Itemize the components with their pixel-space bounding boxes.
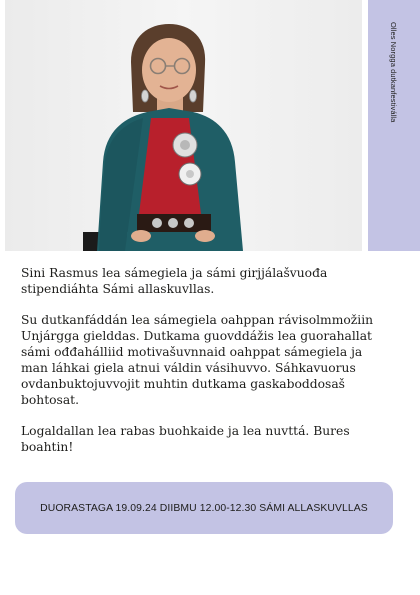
event-banner-text: DUORASTAGA 19.09.24 DIIBMU 12.00-12.30 SÁMI ALLASKUVLLAS bbox=[40, 502, 368, 514]
body-paragraph-2: Su dutkanfáddán lea sámegiela oahppan rávisolmmožiin Unjárgga gielddas. Dutkama guovddážis lea guorahallat sámi ođđahálliid motivašuvnnaid oahppat sámegiela ja man láhkai giela atnui váldin vásihuvvo. Sáhkavuorus ovdanbuktojuvvojit muhtin dutkama gaskaboddosaš bohtosat. bbox=[21, 313, 374, 407]
event-banner bbox=[15, 482, 393, 534]
body-text bbox=[21, 265, 381, 470]
side-band-text: Olles Norgga dutkanfestiválla bbox=[389, 22, 399, 123]
portrait-photo bbox=[5, 0, 362, 251]
side-band bbox=[368, 0, 420, 251]
body-paragraph-1: Sini Rasmus lea sámegiela ja sámi girjjálašvuođa stipendiáhta Sámi allaskuvllas. bbox=[21, 266, 328, 296]
body-paragraph-3: Logaldallan lea rabas buohkaide ja lea nuvttá. Bures boahtin! bbox=[21, 424, 350, 454]
